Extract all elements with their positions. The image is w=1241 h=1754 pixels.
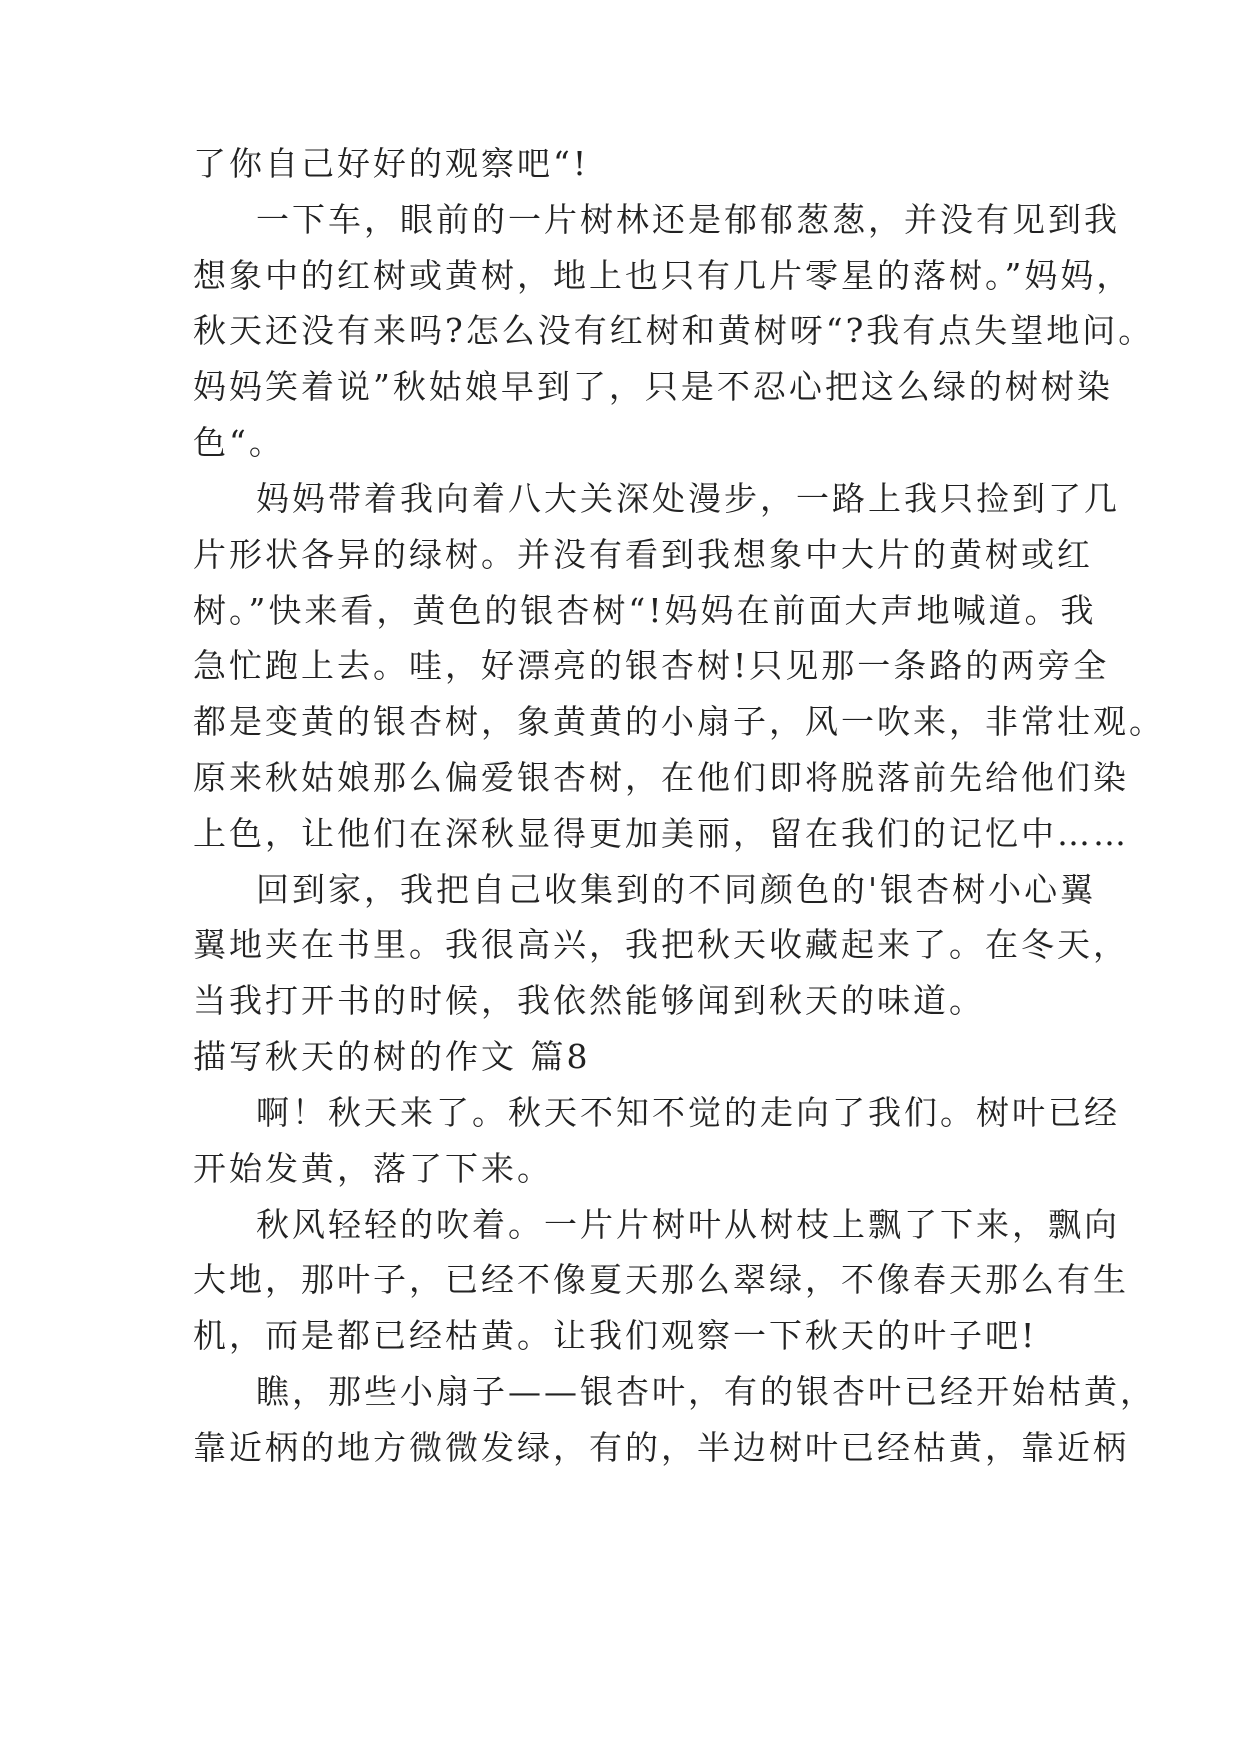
text-line: 翼地夹在书里。我很高兴，我把秋天收藏起来了。在冬天， [193,925,1129,964]
text-line: 机，而是都已经枯黄。让我们观察一下秋天的叶子吧! [193,1316,1038,1355]
text-line: 原来秋姑娘那么偏爱银杏树，在他们即将脱落前先给他们染 [193,758,1129,797]
text-line: 妈妈笑着说”秋姑娘早到了，只是不忍心把这么绿的树树染 [193,367,1113,406]
text-line: 靠近柄的地方微微发绿，有的，半边树叶已经枯黄，靠近柄 [193,1428,1129,1467]
paragraph-start: 回到家，我把自己收集到的不同颜色的'银杏树小心翼 [256,870,1097,909]
section-heading: 描写秋天的树的作文 篇8 [193,1037,591,1076]
text-line: 色“。 [193,423,285,462]
paragraph-start: 妈妈带着我向着八大关深处漫步，一路上我只捡到了几 [256,479,1120,518]
text-line: 了你自己好好的观察吧“! [193,144,590,183]
text-line: 急忙跑上去。哇，好漂亮的银杏树!只见那一条路的两旁全 [193,646,1110,685]
paragraph-start: 瞧，那些小扇子——银杏叶，有的银杏叶已经开始枯黄， [256,1372,1156,1411]
paragraph-start: 秋风轻轻的吹着。一片片树叶从树枝上飘了下来，飘向 [256,1205,1120,1244]
text-line: 大地，那叶子，已经不像夏天那么翠绿，不像春天那么有生 [193,1260,1129,1299]
text-line: 开始发黄，落了下来。 [193,1149,553,1188]
text-line: 都是变黄的银杏树，象黄黄的小扇子，风一吹来，非常壮观。 [193,702,1165,741]
paragraph-start: 啊！秋天来了。秋天不知不觉的走向了我们。树叶已经 [256,1093,1120,1132]
text-line: 想象中的红树或黄树，地上也只有几片零星的落树。”妈妈， [193,256,1133,295]
text-line: 当我打开书的时候，我依然能够闻到秋天的味道。 [193,981,985,1020]
text-line: 树。”快来看，黄色的银杏树“!妈妈在前面大声地喊道。我 [193,591,1097,630]
paragraph-start: 一下车，眼前的一片树林还是郁郁葱葱，并没有见到我 [256,200,1120,239]
text-line: 秋天还没有来吗?怎么没有红树和黄树呀“?我有点失望地问。 [193,311,1155,350]
text-line: 片形状各异的绿树。并没有看到我想象中大片的黄树或红 [193,535,1093,574]
text-line: 上色，让他们在深秋显得更加美丽，留在我们的记忆中…… [193,814,1129,853]
